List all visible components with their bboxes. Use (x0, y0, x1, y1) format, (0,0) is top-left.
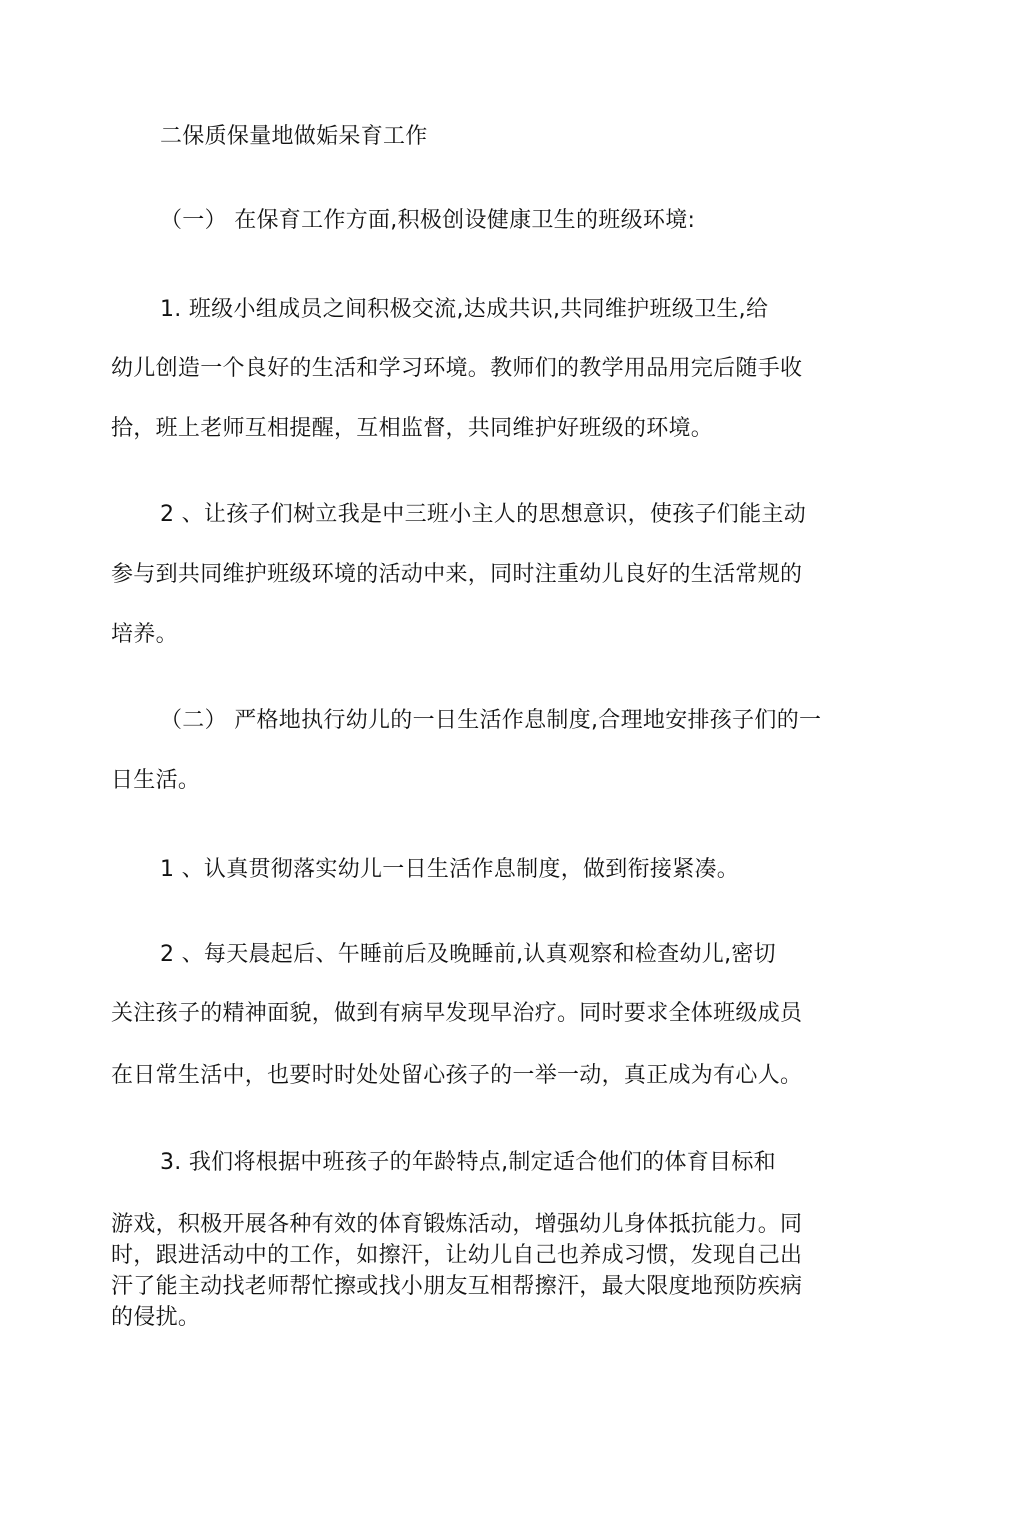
paragraph-line: 3. 我们将根据中班孩子的年龄特点,制定适合他们的体育目标和 (160, 1150, 776, 1175)
paragraph-line: 拾，班上老师互相提醒，互相监督，共同维护好班级的环境。 (111, 416, 714, 441)
paragraph-line: 1. 班级小组成员之间积极交流,达成共识,共同维护班级卫生,给 (160, 297, 769, 322)
paragraph-line: 在日常生活中，也要时时处处留心孩子的一举一动，真正成为有心人。 (111, 1063, 803, 1088)
paragraph-line: 时，跟进活动中的工作，如擦汗，让幼儿自己也养成习惯，发现自己出 (111, 1243, 803, 1268)
subsection-heading-2: （二） 严格地执行幼儿的一日生活作息制度,合理地安排孩子们的一 (160, 708, 822, 733)
paragraph-line: 游戏，积极开展各种有效的体育锻炼活动，增强幼儿身体抵抗能力。同 (111, 1212, 803, 1237)
paragraph-line: 的侵扰。 (111, 1305, 201, 1330)
paragraph-line: 关注孩子的精神面貌，做到有病早发现早治疗。同时要求全体班级成员 (111, 1001, 803, 1026)
paragraph-line: 汗了能主动找老师帮忙擦或找小朋友互相帮擦汗，最大限度地预防疾病 (111, 1274, 803, 1299)
paragraph-line: 1 、认真贯彻落实幼儿一日生活作息制度，做到衔接紧凑。 (160, 857, 740, 882)
paragraph-line: 日生活。 (111, 768, 201, 793)
section-heading: 二保质保量地做姤呆育工作 (160, 124, 428, 149)
paragraph-line: 2 、每天晨起后、午睡前后及晚睡前,认真观察和检查幼儿,密切 (160, 942, 776, 967)
paragraph-line: 培养。 (111, 622, 178, 647)
paragraph-line: 参与到共同维护班级环境的活动中来，同时注重幼儿良好的生活常规的 (111, 562, 803, 587)
paragraph-line: 幼儿创造一个良好的生活和学习环境。教师们的教学用品用完后随手收 (111, 356, 803, 381)
paragraph-line: 2 、让孩子们树立我是中三班小主人的思想意识，使孩子们能主动 (160, 502, 806, 527)
subsection-heading-1: （一） 在保育工作方面,积极创设健康卫生的班级环境: (160, 208, 696, 233)
